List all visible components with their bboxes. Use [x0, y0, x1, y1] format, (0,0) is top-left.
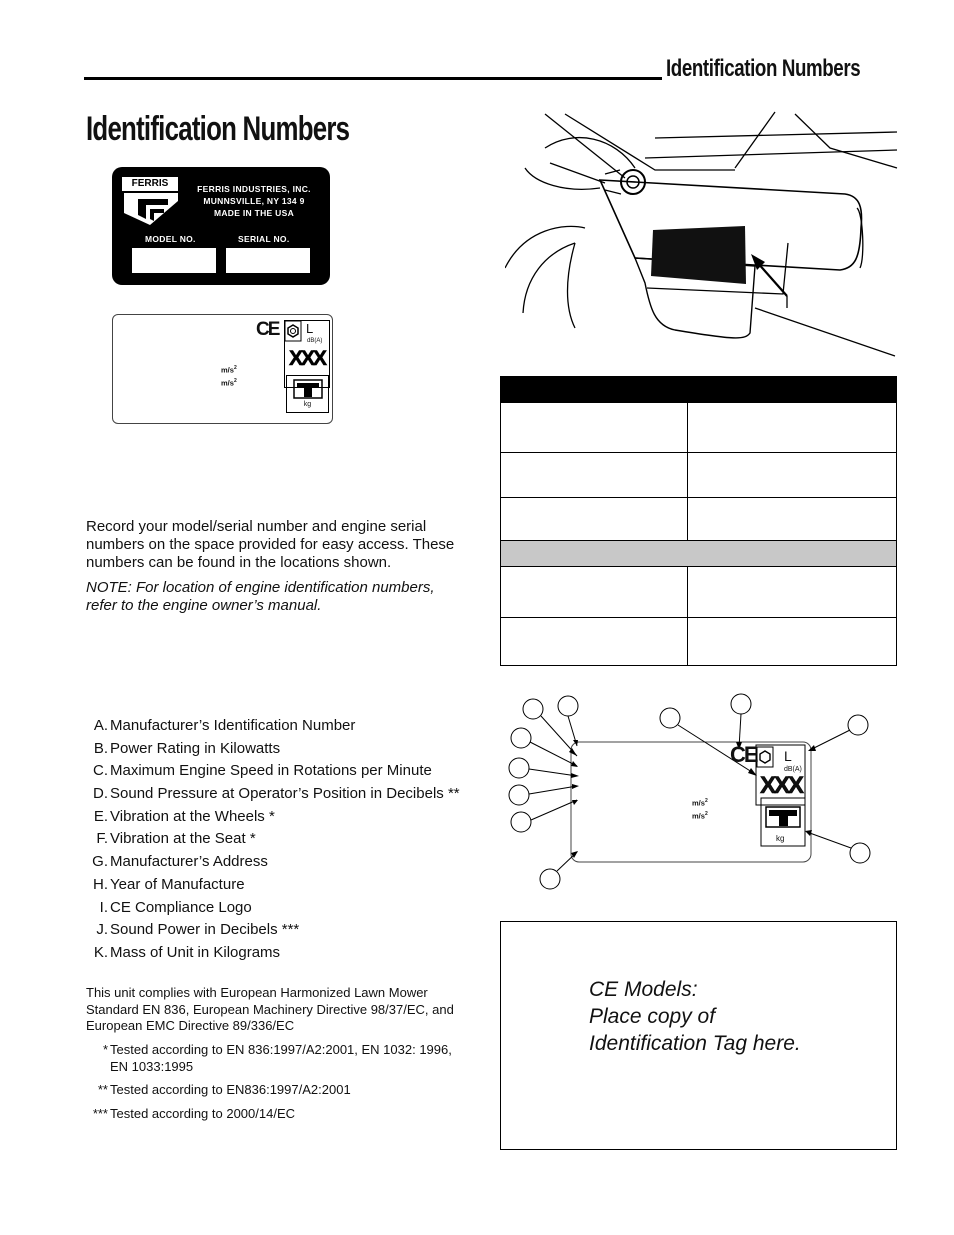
header-rule: [84, 77, 662, 80]
ce-plate-small: [112, 314, 333, 424]
list-item: K. Mass of Unit in Kilograms: [93, 943, 281, 961]
table-header-bar: [501, 377, 896, 403]
vibration-unit: m/s: [692, 811, 705, 820]
mass-box: [286, 375, 329, 413]
table-row: [501, 452, 896, 453]
serial-no-field: [226, 248, 310, 273]
intro-paragraph: Record your model/serial number and engine serial numbers on the space provided for easy access. These numbers can be found in the locations shown.: [86, 518, 455, 571]
ferris-id-plate: [112, 167, 330, 285]
intro-note: NOTE: For location of engine identification numbers, refer to the engine owner’s manual.: [86, 579, 435, 614]
ce-box-text: [589, 976, 801, 1057]
header-title: Identification Numbers: [666, 55, 861, 82]
list-item: D. Sound Pressure at Operator’s Position in Decibels **: [93, 785, 460, 803]
company-line: FERRIS INDUSTRIES, INC.: [197, 184, 311, 194]
ce-box-line: CE Models:: [589, 978, 698, 1001]
ce-mark-large: CE: [730, 742, 757, 767]
sound-unit: dB(A): [307, 338, 323, 344]
vibration-unit: m/s: [221, 365, 234, 375]
footnote: * Tested according to EN 836:1997/A2:2001, EN 1032: 1996, EN 1033:1995: [102, 1042, 452, 1074]
footnote: *** Tested according to 2000/14/EC: [92, 1106, 296, 1121]
sound-value-large: XXX: [759, 772, 803, 799]
company-address: [184, 183, 324, 219]
compliance-statement: This unit complies with European Harmonized Lawn Mower Standard EN 836, European Machinery Directive 98/37/EC, and European EMC Directive 89/336/EC: [86, 985, 454, 1033]
model-no-field: [132, 248, 216, 273]
list-item: A. Manufacturer’s Identification Number: [93, 717, 356, 734]
table-divider: [687, 567, 688, 665]
ce-box-line: Identification Tag here.: [589, 1032, 801, 1055]
table-row: [501, 617, 896, 618]
company-line: MADE IN THE USA: [213, 208, 295, 218]
sound-unit-large: dB(A): [784, 766, 802, 773]
list-item: G. Manufacturer’s Address: [92, 853, 268, 871]
legend-list: [84, 716, 484, 966]
list-item: E. Vibration at the Wheels *: [93, 807, 275, 825]
list-item: H. Year of Manufacture: [93, 875, 245, 893]
ferris-logo-text: FERRIS: [131, 178, 169, 189]
page-title: Identification Numbers: [86, 110, 350, 148]
vibration-units: $m/s^2$ $m/s^2$: [221, 365, 237, 387]
mass-unit-large: kg: [776, 834, 785, 843]
list-item: I. CE Compliance Logo: [99, 898, 252, 916]
sound-symbol-large: L: [784, 748, 792, 764]
table-row: [501, 497, 896, 498]
ce-mark: CE: [256, 319, 279, 340]
table-divider: [687, 403, 688, 541]
ce-box-line: Place copy of: [589, 1005, 716, 1028]
ce-tag-placement-box: [500, 921, 897, 1150]
table-section-bar: [501, 540, 896, 567]
ce-plate-callout-diagram: [505, 690, 885, 895]
mower-location-illustration: [505, 108, 900, 368]
list-item: J. Sound Power in Decibels ***: [96, 921, 300, 939]
company-line: MUNNSVILLE, NY 134 9: [203, 196, 305, 206]
weight-icon: [293, 379, 323, 399]
model-no-label: MODEL NO.: [145, 234, 196, 244]
vibration-unit: m/s: [221, 378, 234, 387]
list-item: B. Power Rating in Kilowatts: [93, 739, 281, 757]
serial-no-label: SERIAL NO.: [238, 234, 290, 244]
footnote: ** Tested according to EN836:1997/A2:2001: [97, 1082, 351, 1097]
list-item: C. Maximum Engine Speed in Rotations per Minute: [93, 762, 432, 780]
list-item: F. Vibration at the Seat *: [96, 830, 256, 848]
footnotes: [84, 1042, 474, 1126]
sound-value: XXX: [288, 347, 326, 370]
sound-symbol: L: [306, 321, 314, 336]
id-record-table: [500, 376, 897, 666]
vibration-units-large: $m/s^2$ $m/s^2$: [692, 798, 708, 820]
vibration-unit: m/s: [692, 798, 705, 808]
mass-unit: kg: [303, 401, 312, 408]
